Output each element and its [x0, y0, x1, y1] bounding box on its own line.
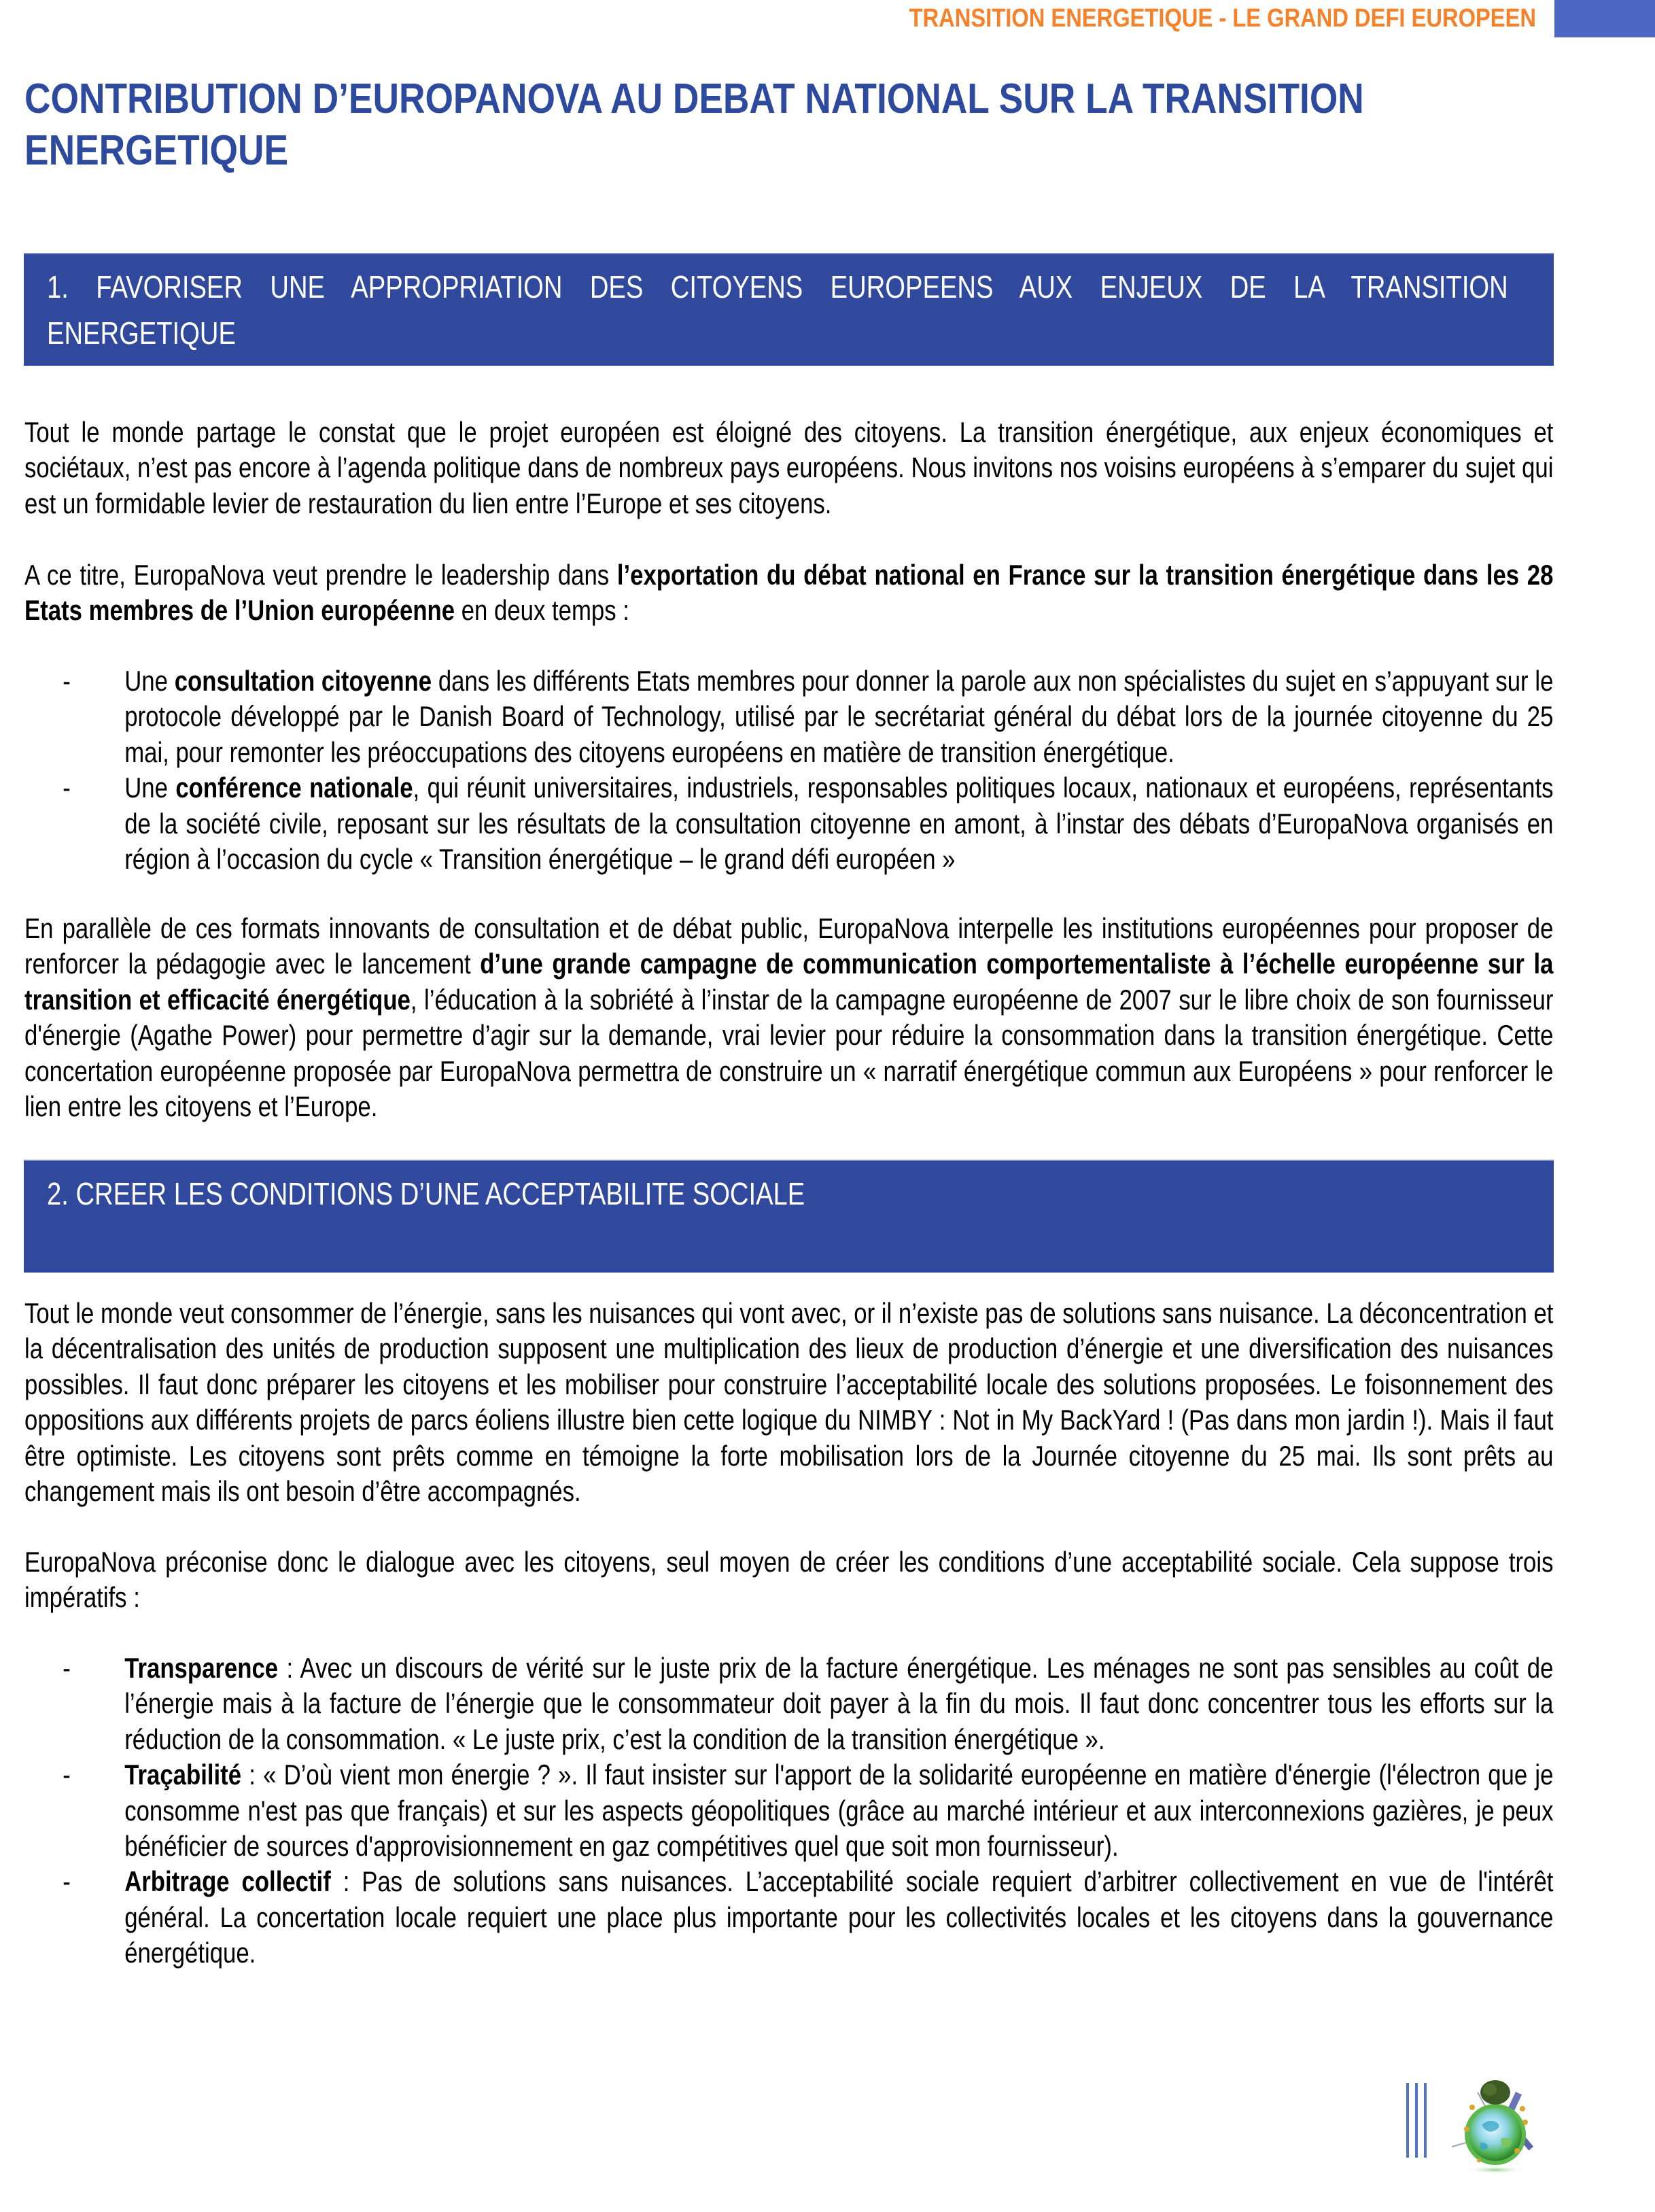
list-item [24, 663, 1553, 770]
section-1-heading-line1: 1. FAVORISER UNE APPROPRIATION DES CITOYENS EUROPEENS AUX ENJEUX DE LA TRANSITION [47, 269, 1508, 305]
section-2-paragraph-1 [24, 1296, 1553, 1509]
paragraph: Tout le monde veut consommer de l’énergie, sans les nuisances qui vont avec, or il n’existe pas de solutions sans nuisance. La déconcentration et la décentralisation des unités de production supposent une multiplication des lieux de production d’énergie et une diversification des nuisances possibles. Il faut donc préparer les citoyens et les mobiliser pour construire l’acceptabilité locale des solutions proposées. Le foisonnement des oppositions aux différents projets de parcs éoliens illustre bien cette logique du NIMBY : Not in My BackYard ! (Pas dans mon jardin !). Mais il faut être optimiste. Les citoyens sont prêts comme en témoigne la forte mobilisation lors de la Journée citoyenne du 25 mai. Ils sont prêts au changement mais ils ont besoin d’être accompagnés. [24, 1297, 1554, 1508]
dash-bullet-icon: - [63, 1865, 71, 1898]
section-1-paragraph-3 [24, 911, 1553, 1124]
bold-text: consultation citoyenne [174, 665, 432, 697]
bold-text: conférence nationale [175, 772, 413, 804]
bold-text: Arbitrage collectif [124, 1865, 331, 1898]
text: : Avec un discours de vérité sur le juste prix de la facture énergétique. Les ménages ne sont pas sensibles au coût de l’énergie mais à la facture de l’énergie que le consommateur doit payer à la fin du mois. Il faut donc concentrer tous les efforts sur la réduction de la consommation. « Le juste prix, c’est la condition de la transition énergétique ». [124, 1652, 1554, 1755]
text: Une [124, 772, 176, 804]
text: Une [124, 665, 175, 697]
dash-bullet-icon: - [63, 665, 71, 697]
bold-text: d’une grande campagne de communication comportementaliste à l’échelle européenne sur la transition et efficacité énergétique [24, 948, 1554, 1016]
text: , qui réunit universitaires, industriels, responsables politiques locaux, nationaux et européens, représentants de la société civile, reposant sur les résultats de la consultation citoyenne en amont, à l’instar des débats d’EuropaNova organisés en région à l’occasion du cycle « Transition énergétique – le grand défi européen » [124, 772, 1554, 876]
paragraph: EuropaNova préconise donc le dialogue avec les citoyens, seul moyen de créer les conditions d’une acceptabilité sociale. Cela suppose trois impératifs : [24, 1546, 1554, 1614]
triple-bar-icon [1406, 2083, 1429, 2158]
text: en deux temps : [455, 594, 629, 627]
text: : « D’où vient mon énergie ? ». Il faut insister sur l'apport de la solidarité européenne en matière d'énergie (l'électron que je consomme n'est pas que français) et sur les aspects géopolitiques (grâce au marché intérieur et aux interconnexions gazières, je peux bénéficier de sources d'approvisionnement en gaz compétitives quel que soit mon fournisseur). [124, 1759, 1554, 1863]
section-1-heading [47, 264, 1508, 356]
list-item [24, 1864, 1553, 1971]
bold-text: Transparence [124, 1652, 279, 1684]
section-2-banner [24, 1160, 1554, 1273]
list-item [24, 1757, 1553, 1864]
section-1-banner [24, 253, 1554, 366]
section-2-heading: 2. CREER LES CONDITIONS D’UNE ACCEPTABILITE SOCIALE [47, 1176, 805, 1211]
text: dans les différents Etats membres pour donner la parole aux non spécialistes du sujet en s’appuyant sur le protocole développé par le Danish Board of Technology, utilisé par le secrétariat général du débat lors de la journée citoyenne du 25 mai, pour remonter les préoccupations des citoyens européens en matière de transition énergétique. [124, 665, 1554, 768]
globe-icon [1446, 2067, 1548, 2182]
section-1-heading-line2: ENERGETIQUE [47, 315, 236, 351]
bold-text: l’exportation du débat national en France sur la transition énergétique dans les 28 Etats membres de l’Union européenne [24, 559, 1554, 627]
section-2-bullet-list [24, 1651, 1553, 1971]
section-1-body [24, 415, 1553, 521]
section-1-paragraph-1: Tout le monde partage le constat que le projet européen est éloigné des citoyens. La transition énergétique, aux enjeux économiques et sociétaux, n’est pas encore à l’agenda politique dans de nombreux pays européens. Nous invitons nos voisins européens à s’emparer du sujet qui est un formidable levier de restauration du lien entre l’Europe et ses citoyens. [24, 416, 1554, 519]
dash-bullet-icon: - [63, 1759, 71, 1791]
document-title: CONTRIBUTION D’EUROPANOVA AU DEBAT NATIONAL SUR LA TRANSITION ENERGETIQUE [24, 75, 1364, 174]
list-item [24, 770, 1553, 877]
section-1-paragraph-2 [24, 557, 1553, 629]
section-1-bullet-list [24, 663, 1553, 877]
text: , l’éducation à la sobriété à l’instar de la campagne européenne de 2007 sur le libre choix de son fournisseur d'énergie (Agathe Power) pour permettre d’agir sur la demande, vrai levier pour réduire la consommation dans la transition énergétique. Cette concertation européenne proposée par EuropaNova permettra de construire un « narratif énergétique commun aux Européens » pour renforcer le lien entre les citoyens et l’Europe. [24, 983, 1554, 1123]
text: : Pas de solutions sans nuisances. L’acceptabilité sociale requiert d’arbitrer collectivement en vue de l'intérêt général. La concertation locale requiert une place plus importante pour les collectivités locales et les citoyens dans la gouvernance énergétique. [124, 1865, 1554, 1969]
corner-block [1554, 0, 1655, 37]
text: A ce titre, EuropaNova veut prendre le leadership dans [24, 559, 617, 591]
text: En parallèle de ces formats innovants de consultation et de débat public, EuropaNova interpelle les institutions européennes pour proposer de renforcer la pédagogie avec le lancement [24, 912, 1554, 980]
dash-bullet-icon: - [63, 772, 71, 804]
list-item [24, 1651, 1553, 1757]
running-header: TRANSITION ENERGETIQUE - LE GRAND DEFI EUROPEEN [909, 4, 1536, 33]
section-2-paragraph-2 [24, 1544, 1553, 1616]
bold-text: Traçabilité [124, 1759, 242, 1791]
dash-bullet-icon: - [63, 1652, 71, 1684]
